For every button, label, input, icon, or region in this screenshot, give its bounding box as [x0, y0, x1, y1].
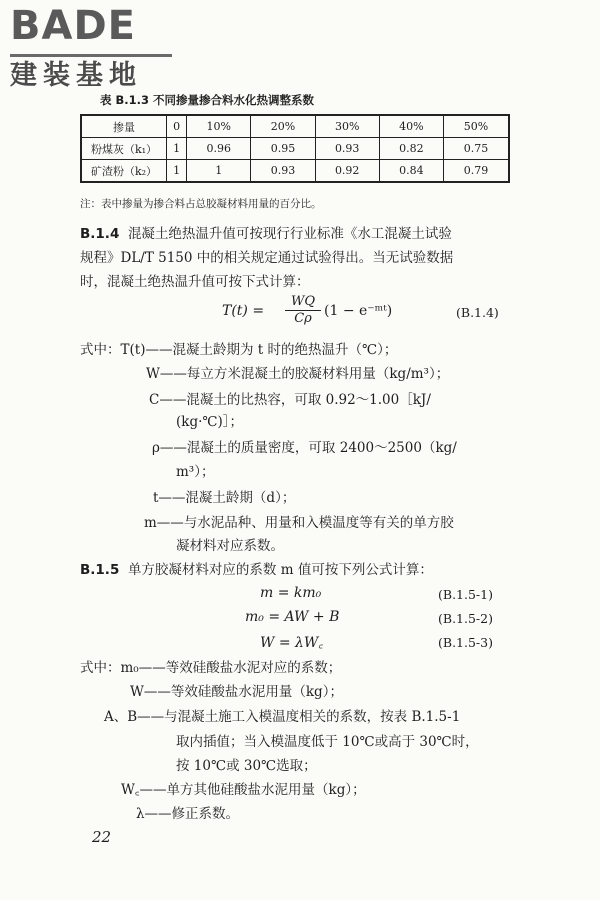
definition-line: 取内插值；当入模温度低于 10℃或高于 30℃时， — [176, 734, 479, 750]
definition-line: 式中：T(t)——混凝土龄期为 t 时的绝热温升（℃）； — [80, 342, 398, 358]
equation-number: (B.1.5-3) — [438, 635, 493, 650]
table-header-cell: 10% — [187, 115, 251, 138]
paragraph-line: 时，混凝土绝热温升值可按下式计算： — [80, 274, 310, 290]
table-header-row — [81, 115, 509, 138]
definition-line: m³）； — [176, 464, 215, 480]
table-row — [81, 160, 509, 183]
table-header-cell: 0 — [167, 115, 187, 138]
definition-line: ρ——混凝土的质量密度，可取 2400～2500（kg/ — [152, 440, 457, 456]
table-cell: 粉煤灰（k₁） — [81, 138, 167, 160]
definition-line: 凝材料对应系数。 — [176, 538, 284, 554]
table-cell: 1 — [167, 138, 187, 160]
definition-line: 按 10℃或 30℃选取； — [176, 758, 317, 774]
equation: m₀ = AW + B — [245, 609, 340, 625]
equation-lhs: T(t) = — [222, 303, 265, 319]
paragraph-line: 单方胶凝材料对应的系数 m 值可按下列公式计算： — [127, 562, 433, 578]
definition-line: m——与水泥品种、用量和入模温度等有关的单方胶 — [144, 515, 454, 531]
table-cell: 0.75 — [444, 138, 509, 160]
table-cell: 0.96 — [187, 138, 251, 160]
table-header-cell: 掺量 — [81, 115, 167, 138]
definition-line: W——每立方米混凝土的胶凝材料用量（kg/m³）； — [146, 366, 450, 382]
definition-line: t——混凝土龄期（d）； — [153, 490, 296, 506]
table-cell: 0.79 — [444, 160, 509, 183]
definition-line: W——等效硅酸盐水泥用量（kg）； — [130, 684, 343, 700]
fraction-denominator: Cρ — [294, 311, 312, 326]
table-header-cell: 40% — [379, 115, 443, 138]
equation-fraction — [285, 294, 321, 327]
paragraph-line: 混凝土绝热温升值可按现行行业标准《水工混凝土试验 — [127, 226, 452, 242]
table-cell: 0.84 — [379, 160, 443, 183]
table-header-cell: 20% — [251, 115, 315, 138]
table-cell: 0.95 — [251, 138, 315, 160]
definition-line: λ——修正系数。 — [136, 806, 240, 822]
adjustment-coefficient-table — [80, 114, 510, 183]
table-caption: 表 B.1.3 不同掺量掺合料水化热调整系数 — [100, 93, 315, 107]
definition-line: A、B——与混凝土施工入模温度相关的系数，按表 B.1.5-1 — [104, 709, 461, 725]
table-cell: 0.82 — [379, 138, 443, 160]
equation-number: (B.1.5-1) — [438, 587, 493, 602]
table-header-cell: 30% — [315, 115, 379, 138]
clause-b14-first-line — [80, 224, 452, 244]
clause-b15-first-line — [80, 560, 433, 580]
table-cell: 0.92 — [315, 160, 379, 183]
table-cell: 0.93 — [251, 160, 315, 183]
table-cell: 0.93 — [315, 138, 379, 160]
fraction-numerator: WQ — [285, 294, 321, 311]
logo — [10, 2, 200, 97]
definition-line: W꜀——单方其他硅酸盐水泥用量（kg）； — [121, 782, 366, 798]
logo-wordmark: BADE — [10, 3, 136, 49]
definition-line: (kg·℃)］； — [176, 414, 243, 430]
clause-number: B.1.4 — [80, 226, 120, 242]
table-header-cell: 50% — [444, 115, 509, 138]
definition-line: 式中：m₀——等效硅酸盐水泥对应的系数； — [80, 660, 342, 676]
table-row — [81, 138, 509, 160]
table-cell: 1 — [187, 160, 251, 183]
equation: W = λW꜀ — [260, 635, 324, 651]
logo-divider — [10, 54, 172, 57]
table-cell: 矿渣粉（k₂） — [81, 160, 167, 183]
paragraph-line: 规程》DL/T 5150 中的相关规定通过试验得出。当无试验数据 — [80, 250, 454, 266]
clause-number: B.1.5 — [80, 562, 120, 578]
equation-number: (B.1.4) — [456, 305, 499, 320]
equation: m = km₀ — [260, 585, 322, 601]
equation-number: (B.1.5-2) — [438, 611, 493, 626]
definition-line: C——混凝土的比热容，可取 0.92～1.00［kJ/ — [149, 392, 431, 408]
logo-chinese-text: 建装基地 — [10, 60, 142, 91]
page-number: 22 — [92, 828, 112, 846]
table-note: 注：表中掺量为掺合料占总胶凝材料用量的百分比。 — [80, 198, 322, 210]
table-cell: 1 — [167, 160, 187, 183]
equation-rhs: (1 − e⁻ᵐᵗ) — [324, 303, 393, 319]
